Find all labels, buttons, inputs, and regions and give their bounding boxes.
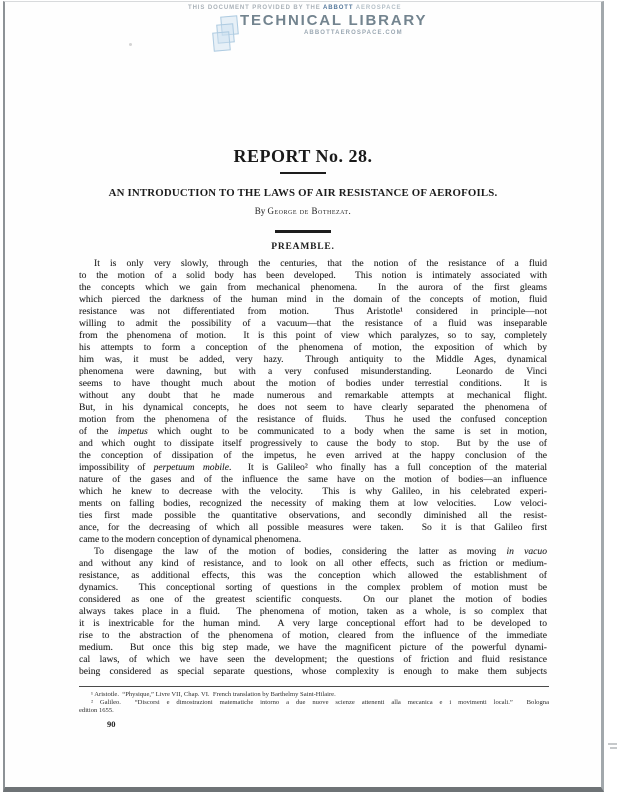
paragraph <box>79 546 547 678</box>
text-line: which pierced the darkness of the human mind in the domain of the concepts of motion, fluid <box>79 294 547 305</box>
footnote <box>79 699 549 715</box>
text-line: his attempts to form a conception of the phenomena of motion, the exposition of which by <box>79 342 547 353</box>
text-line: To disengage the law of the motion of bodies, considering the latter as moving in vacuo <box>94 546 547 557</box>
scan-edge-artifact <box>608 743 617 745</box>
text-line: him was, it must be added, very hazy. Through antiquity to the Middle Ages, dynamical <box>79 354 547 365</box>
text-line: from the phenomena of motion. It is this point of view which paralyzes, so to say, completely <box>79 330 547 341</box>
text-line: it is inextricable for the human mind. A very large conceptional effort had to be developed to <box>79 618 547 629</box>
footnotes <box>79 691 549 716</box>
text-line: the conception of dissipation of the impetus, he even arrived at the happy conclusion of the <box>79 450 547 461</box>
text-line: It is only very slowly, through the centuries, that the notion of the resistance of a fluid <box>94 258 547 269</box>
tagline-prefix: THIS DOCUMENT PROVIDED BY THE <box>188 5 321 11</box>
text-line: edition 1655. <box>79 707 114 715</box>
text-line: being considered as special separate questions, whose complexity is enough to make them subjects <box>79 666 547 677</box>
text-line: without any doubt that he made numerous and remarkable attempts at mechanical flight. <box>79 390 547 401</box>
tagline-brand-aerospace: AEROSPACE <box>355 5 402 11</box>
text-line: resistance was not differentiated from motion. Thus Aristotle¹ considered in principle—not <box>79 306 547 317</box>
text-line: ² Galileo. “Discorsi e dimostrazioni matematiche intorno a due nuove scienze attenenti alla mecanica e i movimenti locali.” Bologna <box>91 699 549 707</box>
text-line: medium. But once this big step made, we have the magnificent picture of the powerful dynami- <box>79 642 547 653</box>
text-line: of the impetus which ought to be communicated to a body when the same is set in motion, <box>79 426 547 437</box>
byline-prefix: By <box>254 206 266 216</box>
text-line: came to the modern conception of dynamical phenomena. <box>79 534 302 545</box>
text-line: and which ought to dissipate itself progressively to cause the body to stop. But by the use of <box>79 438 547 449</box>
text-line: ments on falling bodies, recognized the necessity of making them at low velocities. Low veloci- <box>79 498 547 509</box>
text-line: and without any kind of resistance, and to look on all other effects, such as friction or medium- <box>79 558 547 569</box>
text-line: nature of the gases and of the influence the same have on the motion of bodies—an influence <box>79 474 547 485</box>
body-text <box>79 258 547 678</box>
text-line: motion from the phenomena of the resistance of fluids. Thus he used the confused conception <box>79 414 547 425</box>
layered-pages-icon <box>212 16 238 52</box>
technical-library-banner <box>188 5 438 52</box>
banner-tagline <box>188 5 438 11</box>
text-line: which he knew to decrease with the velocity. This is why Galileo, in his celebrated experi- <box>79 486 547 497</box>
text-line: ance, for the decreasing of which all possible measures were taken. So it is that Galileo first <box>79 522 547 533</box>
text-line: seems to have thought much about the motion of bodies under terrestial conditions. It is <box>79 378 547 389</box>
text-line: But, in his dynamical concepts, he does not seem to have clearly separated the phenomena of <box>79 402 547 413</box>
text-line: dynamics. This conceptional sorting of questions in the complex problem of motion must be <box>79 582 547 593</box>
scanned-page <box>3 1 604 792</box>
text-line: always takes place in a fluid. The phenomena of motion, taken as a whole, is so complex that <box>79 606 547 617</box>
banner-main <box>188 12 438 52</box>
text-line: impossibility of perpetuum mobile. It is Galileo² who finally has a full conception of the material <box>79 462 547 473</box>
report-title: REPORT No. 28. <box>233 146 373 166</box>
scan-speck <box>129 43 132 46</box>
author-name: George de Bothezat. <box>267 206 352 216</box>
text-line: ties first made possible the quantitative observations, and secondly diminished all the resist- <box>79 510 547 521</box>
text-line: phenomena were dawning, but with a very confused misunderstanding. Leonardo de Vinci <box>79 366 547 377</box>
text-line: resistance, as additional effects, this was the conception which allowed the establishment of <box>79 570 547 581</box>
banner-site-url: ABBOTTAEROSPACE.COM <box>304 30 403 36</box>
banner-title: TECHNICAL LIBRARY <box>240 12 428 29</box>
paragraph <box>79 258 547 546</box>
text-line: willing to admit the possibility of a vacuum—that the resistance of a fluid was inseparable <box>79 318 547 329</box>
footnote-divider <box>79 686 549 687</box>
text-line: the concepts which we gain from mechanical phenomena. In the aurora of the first gleams <box>79 282 547 293</box>
text-line: to the motion of a solid body has been developed. This notion is intimately associated with <box>79 270 547 281</box>
title-divider <box>280 172 326 174</box>
section-heading: PREAMBLE. <box>271 242 335 252</box>
text-line: ¹ Aristotle. “Physique,” Livre VII, Chap. VI. French translation by Barthelmy Saint-Hilaire. <box>91 691 336 698</box>
page-number: 90 <box>107 719 116 729</box>
byline <box>5 206 601 216</box>
text-line: considered as one of the greatest scientific conquests. On our planet the motion of bodies <box>79 594 547 605</box>
footnote <box>79 691 549 699</box>
page-sheet-icon <box>212 31 231 51</box>
section-divider <box>275 230 331 233</box>
text-line: cal laws, of which we have seen the development; the questions of friction and fluid resistance <box>79 654 547 665</box>
report-subtitle: AN INTRODUCTION TO THE LAWS OF AIR RESISTANCE OF AEROFOILS. <box>108 187 498 199</box>
scan-edge-artifact <box>610 747 617 749</box>
text-line: rise to the abstraction of the phenomena of motion, cleared from the influence of the immediate <box>79 630 547 641</box>
tagline-brand-abbott: ABBOTT <box>323 5 354 11</box>
